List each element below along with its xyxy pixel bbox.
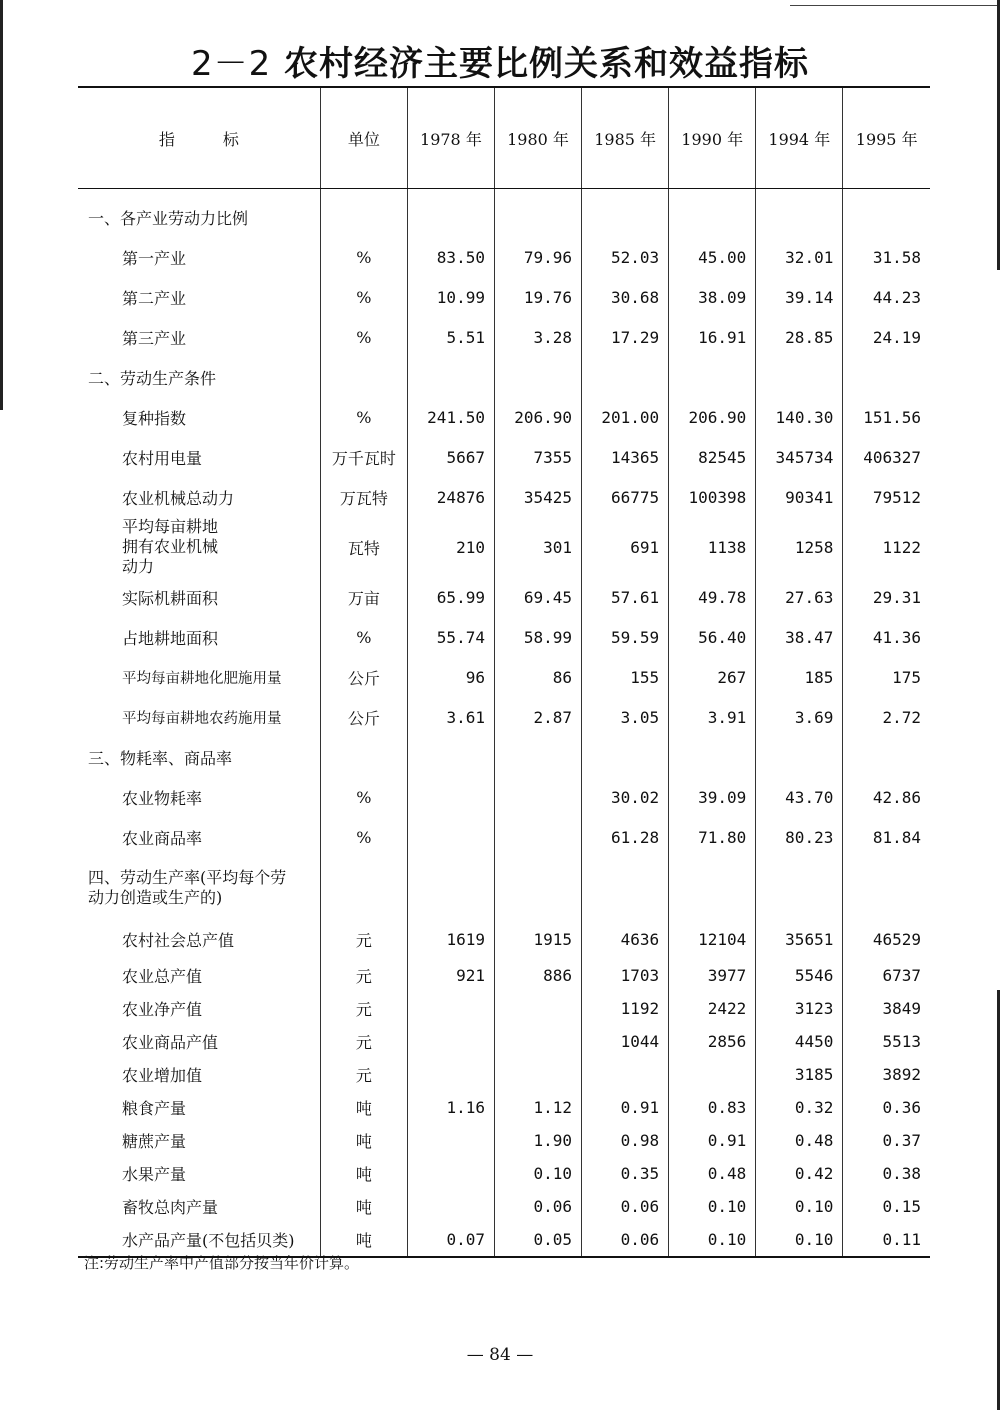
table-row — [78, 1157, 930, 1190]
value-cell: 27.63 — [756, 577, 843, 617]
value-cell — [756, 857, 843, 919]
unit-cell: 万瓦特 — [320, 477, 407, 517]
table-row — [78, 697, 930, 737]
value-cell: 406327 — [843, 437, 930, 477]
value-cell: 14365 — [582, 437, 669, 477]
value-cell: 691 — [582, 517, 669, 577]
unit-cell: 吨 — [320, 1190, 407, 1223]
value-cell — [494, 1058, 581, 1091]
value-cell: 65.99 — [407, 577, 494, 617]
value-cell: 32.01 — [756, 237, 843, 277]
indicator-name: 平均每亩耕地农药施用量 — [122, 710, 282, 727]
value-cell: 66775 — [582, 477, 669, 517]
value-cell: 0.91 — [582, 1091, 669, 1124]
unit-cell: % — [320, 397, 407, 437]
unit-cell: 万千瓦时 — [320, 437, 407, 477]
value-cell: 1703 — [582, 959, 669, 992]
table-row — [78, 992, 930, 1025]
value-cell: 45.00 — [669, 237, 756, 277]
value-cell — [582, 737, 669, 777]
table-row — [78, 237, 930, 277]
value-cell: 3.28 — [494, 317, 581, 357]
unit-cell: 元 — [320, 959, 407, 992]
value-cell: 44.23 — [843, 277, 930, 317]
table-row — [78, 1058, 930, 1091]
value-cell: 31.58 — [843, 237, 930, 277]
value-cell: 46529 — [843, 919, 930, 959]
value-cell — [494, 992, 581, 1025]
unit-cell: % — [320, 317, 407, 357]
table-row — [78, 277, 930, 317]
value-cell: 3185 — [756, 1058, 843, 1091]
value-cell: 1915 — [494, 919, 581, 959]
table-row — [78, 857, 930, 919]
value-cell — [494, 189, 581, 238]
value-cell: 100398 — [669, 477, 756, 517]
value-cell: 38.47 — [756, 617, 843, 657]
table-row — [78, 317, 930, 357]
indicator-name: 农业商品率 — [122, 828, 203, 848]
indicator-name: 第一产业 — [122, 248, 187, 268]
value-cell: 29.31 — [843, 577, 930, 617]
unit-cell — [320, 357, 407, 397]
page-title — [0, 36, 1000, 85]
header-row — [78, 87, 930, 189]
value-cell: 24876 — [407, 477, 494, 517]
value-cell: 241.50 — [407, 397, 494, 437]
unit-cell: 吨 — [320, 1091, 407, 1124]
value-cell: 30.02 — [582, 777, 669, 817]
value-cell — [407, 777, 494, 817]
value-cell: 201.00 — [582, 397, 669, 437]
value-cell: 55.74 — [407, 617, 494, 657]
indicator-name: 农业净产值 — [122, 1000, 203, 1019]
indicator-name: 农业机械总动力 — [122, 488, 235, 508]
value-cell: 0.91 — [669, 1124, 756, 1157]
value-cell: 3892 — [843, 1058, 930, 1091]
value-cell: 921 — [407, 959, 494, 992]
header-year: 1978 年 — [407, 87, 494, 189]
value-cell: 1.90 — [494, 1124, 581, 1157]
value-cell: 82545 — [669, 437, 756, 477]
value-cell — [407, 1124, 494, 1157]
value-cell: 5667 — [407, 437, 494, 477]
value-cell: 0.06 — [582, 1223, 669, 1257]
value-cell — [494, 1025, 581, 1058]
table-row — [78, 397, 930, 437]
indicator-name: 农业物耗率 — [122, 788, 203, 808]
value-cell: 4450 — [756, 1025, 843, 1058]
value-cell: 69.45 — [494, 577, 581, 617]
value-cell: 12104 — [669, 919, 756, 959]
table-row — [78, 357, 930, 397]
value-cell — [582, 857, 669, 919]
value-cell — [669, 857, 756, 919]
value-cell — [756, 357, 843, 397]
value-cell: 267 — [669, 657, 756, 697]
value-cell: 19.76 — [494, 277, 581, 317]
value-cell: 3.61 — [407, 697, 494, 737]
value-cell: 0.36 — [843, 1091, 930, 1124]
value-cell: 56.40 — [669, 617, 756, 657]
value-cell: 0.11 — [843, 1223, 930, 1257]
unit-cell: 瓦特 — [320, 517, 407, 577]
unit-cell: 吨 — [320, 1157, 407, 1190]
value-cell: 10.99 — [407, 277, 494, 317]
table-row — [78, 777, 930, 817]
value-cell: 0.83 — [669, 1091, 756, 1124]
unit-cell: % — [320, 617, 407, 657]
unit-cell: % — [320, 817, 407, 857]
value-cell: 175 — [843, 657, 930, 697]
value-cell — [582, 1058, 669, 1091]
value-cell — [407, 1025, 494, 1058]
scan-edge-top — [790, 5, 1000, 6]
header-unit: 单位 — [320, 87, 407, 189]
value-cell — [407, 189, 494, 238]
value-cell: 3.69 — [756, 697, 843, 737]
value-cell — [407, 1190, 494, 1223]
indicator-name: 糖蔗产量 — [122, 1132, 187, 1151]
value-cell: 3.05 — [582, 697, 669, 737]
value-cell: 0.10 — [756, 1190, 843, 1223]
value-cell: 2856 — [669, 1025, 756, 1058]
indicator-name: 平均每亩耕地化肥施用量 — [122, 670, 282, 687]
indicator-name: 复种指数 — [122, 408, 187, 428]
value-cell: 41.36 — [843, 617, 930, 657]
unit-cell: 吨 — [320, 1223, 407, 1257]
header-year: 1985 年 — [582, 87, 669, 189]
table-row — [78, 189, 930, 238]
value-cell: 1192 — [582, 992, 669, 1025]
value-cell: 0.38 — [843, 1157, 930, 1190]
section-heading: 一、各产业劳动力比例 — [88, 208, 249, 228]
value-cell — [843, 857, 930, 919]
header-indicator: 指 标 — [78, 87, 320, 189]
value-cell: 86 — [494, 657, 581, 697]
value-cell: 35651 — [756, 919, 843, 959]
section-heading: 三、物耗率、商品率 — [88, 748, 233, 768]
table-body — [78, 189, 930, 1258]
value-cell: 35425 — [494, 477, 581, 517]
value-cell: 59.59 — [582, 617, 669, 657]
unit-cell: % — [320, 277, 407, 317]
value-cell — [843, 737, 930, 777]
indicator-name: 实际机耕面积 — [122, 588, 219, 608]
value-cell — [494, 777, 581, 817]
table-row — [78, 959, 930, 992]
indicator-name: 农村用电量 — [122, 448, 203, 468]
value-cell: 5.51 — [407, 317, 494, 357]
value-cell — [407, 737, 494, 777]
table-row — [78, 477, 930, 517]
unit-cell: % — [320, 777, 407, 817]
value-cell — [669, 357, 756, 397]
value-cell: 1044 — [582, 1025, 669, 1058]
value-cell: 2422 — [669, 992, 756, 1025]
value-cell — [407, 817, 494, 857]
indicator-name: 水产品产量(不包括贝类) — [122, 1231, 295, 1250]
value-cell: 58.99 — [494, 617, 581, 657]
value-cell: 79.96 — [494, 237, 581, 277]
value-cell: 17.29 — [582, 317, 669, 357]
indicator-name: 农业总产值 — [122, 967, 203, 986]
value-cell: 0.06 — [582, 1190, 669, 1223]
indicator-name: 第二产业 — [122, 288, 187, 308]
value-cell: 1.12 — [494, 1091, 581, 1124]
value-cell: 0.37 — [843, 1124, 930, 1157]
value-cell: 2.87 — [494, 697, 581, 737]
header-year: 1990 年 — [669, 87, 756, 189]
table-row — [78, 517, 930, 577]
unit-cell: 公斤 — [320, 697, 407, 737]
value-cell: 1258 — [756, 517, 843, 577]
indicator-name: 占地耕地面积 — [122, 628, 219, 648]
table-row — [78, 1190, 930, 1223]
indicator-name: 农业增加值 — [122, 1066, 203, 1085]
table-row — [78, 737, 930, 777]
value-cell — [407, 1058, 494, 1091]
value-cell: 6737 — [843, 959, 930, 992]
value-cell: 83.50 — [407, 237, 494, 277]
value-cell: 71.80 — [669, 817, 756, 857]
unit-cell — [320, 189, 407, 238]
unit-cell: 元 — [320, 1025, 407, 1058]
header-year: 1995 年 — [843, 87, 930, 189]
value-cell: 0.35 — [582, 1157, 669, 1190]
section-heading: 四、劳动生产率(平均每个劳动力创造或生产的) — [88, 868, 287, 907]
value-cell — [494, 357, 581, 397]
value-cell — [582, 189, 669, 238]
value-cell: 0.98 — [582, 1124, 669, 1157]
value-cell — [582, 357, 669, 397]
title-text: 农村经济主要比例关系和效益指标 — [284, 44, 810, 84]
value-cell: 0.05 — [494, 1223, 581, 1257]
value-cell: 0.10 — [669, 1190, 756, 1223]
value-cell: 43.70 — [756, 777, 843, 817]
value-cell: 49.78 — [669, 577, 756, 617]
value-cell: 0.32 — [756, 1091, 843, 1124]
value-cell: 57.61 — [582, 577, 669, 617]
value-cell: 3.91 — [669, 697, 756, 737]
table-row — [78, 919, 930, 959]
indicator-name: 平均每亩耕地拥有农业机械动力 — [122, 517, 219, 576]
value-cell: 5546 — [756, 959, 843, 992]
value-cell: 28.85 — [756, 317, 843, 357]
unit-cell — [320, 857, 407, 919]
value-cell: 3849 — [843, 992, 930, 1025]
value-cell: 30.68 — [582, 277, 669, 317]
unit-cell: % — [320, 237, 407, 277]
value-cell — [407, 857, 494, 919]
unit-cell: 吨 — [320, 1124, 407, 1157]
value-cell: 4636 — [582, 919, 669, 959]
value-cell: 0.42 — [756, 1157, 843, 1190]
table-row — [78, 1124, 930, 1157]
value-cell — [756, 189, 843, 238]
value-cell: 151.56 — [843, 397, 930, 437]
value-cell: 206.90 — [669, 397, 756, 437]
value-cell: 0.06 — [494, 1190, 581, 1223]
value-cell: 3977 — [669, 959, 756, 992]
value-cell: 79512 — [843, 477, 930, 517]
value-cell: 24.19 — [843, 317, 930, 357]
table-row — [78, 617, 930, 657]
value-cell: 0.48 — [756, 1124, 843, 1157]
value-cell — [843, 357, 930, 397]
indicator-name: 农业商品产值 — [122, 1033, 219, 1052]
value-cell — [494, 817, 581, 857]
header-year: 1994 年 — [756, 87, 843, 189]
table-row — [78, 577, 930, 617]
value-cell: 96 — [407, 657, 494, 697]
value-cell — [756, 737, 843, 777]
value-cell: 0.10 — [756, 1223, 843, 1257]
value-cell: 7355 — [494, 437, 581, 477]
value-cell: 90341 — [756, 477, 843, 517]
value-cell: 1138 — [669, 517, 756, 577]
value-cell: 39.09 — [669, 777, 756, 817]
value-cell: 3123 — [756, 992, 843, 1025]
section-heading: 二、劳动生产条件 — [88, 368, 217, 388]
unit-cell — [320, 737, 407, 777]
value-cell — [407, 1157, 494, 1190]
table-row — [78, 657, 930, 697]
value-cell: 210 — [407, 517, 494, 577]
value-cell: 345734 — [756, 437, 843, 477]
value-cell: 206.90 — [494, 397, 581, 437]
value-cell: 886 — [494, 959, 581, 992]
value-cell: 81.84 — [843, 817, 930, 857]
value-cell — [407, 992, 494, 1025]
indicator-name: 第三产业 — [122, 328, 187, 348]
indicator-table — [78, 86, 930, 1258]
value-cell: 38.09 — [669, 277, 756, 317]
indicator-name: 粮食产量 — [122, 1099, 187, 1118]
value-cell: 39.14 — [756, 277, 843, 317]
value-cell: 155 — [582, 657, 669, 697]
value-cell: 1122 — [843, 517, 930, 577]
table-row — [78, 1025, 930, 1058]
value-cell — [843, 189, 930, 238]
table-row — [78, 1091, 930, 1124]
value-cell: 61.28 — [582, 817, 669, 857]
value-cell: 301 — [494, 517, 581, 577]
value-cell: 2.72 — [843, 697, 930, 737]
header-year: 1980 年 — [494, 87, 581, 189]
value-cell: 80.23 — [756, 817, 843, 857]
indicator-name: 水果产量 — [122, 1165, 187, 1184]
value-cell — [669, 1058, 756, 1091]
value-cell — [669, 189, 756, 238]
value-cell: 0.10 — [494, 1157, 581, 1190]
value-cell: 0.07 — [407, 1223, 494, 1257]
unit-cell: 公斤 — [320, 657, 407, 697]
value-cell: 140.30 — [756, 397, 843, 437]
value-cell: 1619 — [407, 919, 494, 959]
unit-cell: 万亩 — [320, 577, 407, 617]
value-cell: 52.03 — [582, 237, 669, 277]
value-cell: 1.16 — [407, 1091, 494, 1124]
value-cell: 42.86 — [843, 777, 930, 817]
unit-cell: 元 — [320, 919, 407, 959]
table-row — [78, 437, 930, 477]
value-cell: 0.48 — [669, 1157, 756, 1190]
value-cell: 5513 — [843, 1025, 930, 1058]
unit-cell: 元 — [320, 992, 407, 1025]
unit-cell: 元 — [320, 1058, 407, 1091]
table-row — [78, 817, 930, 857]
value-cell: 0.15 — [843, 1190, 930, 1223]
value-cell: 185 — [756, 657, 843, 697]
value-cell — [407, 357, 494, 397]
value-cell: 0.10 — [669, 1223, 756, 1257]
page-number: — 84 — — [466, 1345, 534, 1365]
title-number: 2－2 — [190, 44, 272, 84]
value-cell: 16.91 — [669, 317, 756, 357]
value-cell — [494, 737, 581, 777]
value-cell — [669, 737, 756, 777]
indicator-name: 畜牧总肉产量 — [122, 1198, 219, 1217]
footnote: 注:劳动生产率中产值部分按当年价计算。 — [84, 1254, 360, 1272]
value-cell — [494, 857, 581, 919]
indicator-name: 农村社会总产值 — [122, 930, 235, 950]
